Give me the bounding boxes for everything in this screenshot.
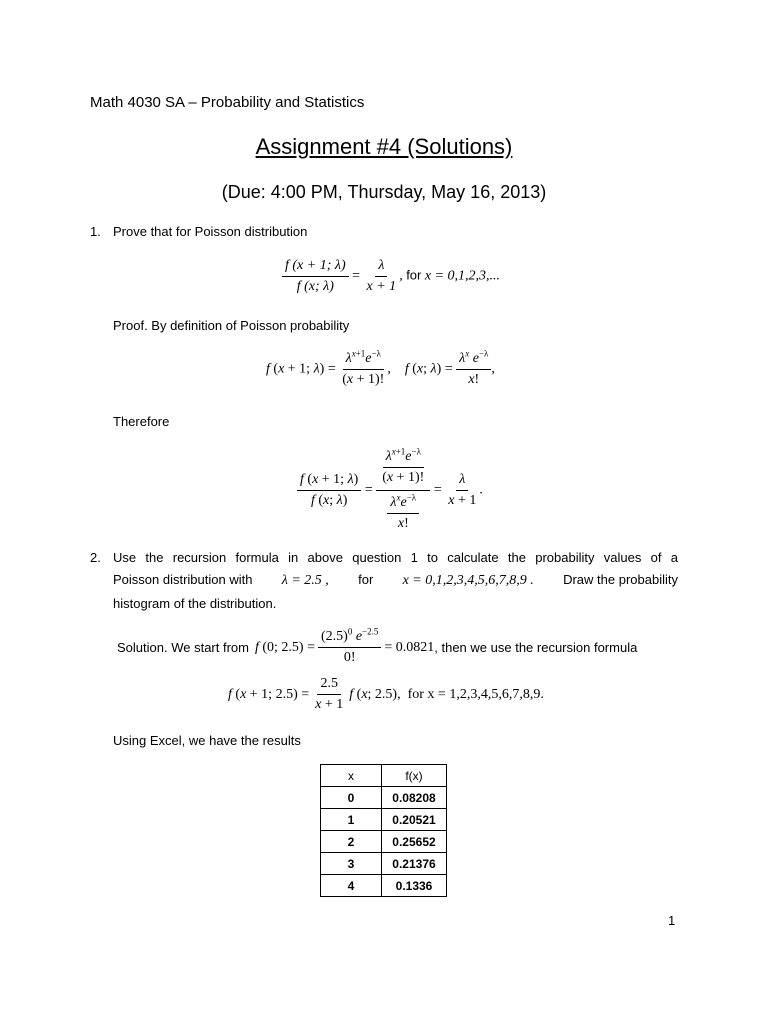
q1-for: for <box>406 267 422 283</box>
q2-solution-start: Solution. We start from <box>117 640 249 655</box>
recursion-formula: f (x + 1; 2.5) = $\frac{2.5}{x + 1}$ f (x; 2.5), for x = 1,2,3,4,5,6,7,8,9. <box>228 676 544 712</box>
table-row <box>321 875 447 897</box>
cell-fx: 0.08208 <box>382 787 447 809</box>
header-fx: f(x) <box>382 765 447 787</box>
cell-x: 0 <box>321 787 382 809</box>
cell-fx: 0.21376 <box>382 853 447 875</box>
table-header-row <box>321 765 447 787</box>
q2-prompt-line2 <box>113 572 678 589</box>
q1-rhs-num: λ <box>375 257 387 277</box>
cell-x: 3 <box>321 853 382 875</box>
cell-fx: 0.1336 <box>382 875 447 897</box>
q2-for: for <box>358 572 374 587</box>
q2-solution-value: = 0.0821 <box>384 639 435 655</box>
cell-x: 2 <box>321 831 382 853</box>
q2-lambda: λ = 2.5 , <box>281 573 329 588</box>
q1-lhs-num: f (x + 1; λ) <box>282 257 349 277</box>
q2-solution-line: Solution. We start from f (0; 2.5) = $\frac{(2.5)^0 e^{-2.5}}{0!}$ = 0.0821 , then we use the recursion formula <box>117 626 638 665</box>
poisson-definition-formula: f (x + 1; λ) = $\frac{\lambda^{x+1}e^{-\lambda}}{(x + 1)!}$ , f (x; λ) = $\frac{\lambda^x e^{-\lambda}}{x!}$ , <box>266 348 495 387</box>
q1-number: 1. <box>90 224 101 239</box>
q2-excel-intro: Using Excel, we have the results <box>113 733 301 748</box>
q2-draw: Draw the probability <box>563 572 678 587</box>
due-date: (Due: 4:00 PM, Thursday, May 16, 2013) <box>221 182 547 202</box>
ratio-derivation-formula: $\frac{f (x + 1; \lambda)}{f (x; \lambda)}$ = $\frac{\frac{\lambda^{x+1}e^{-\lambda}}{(x + 1)!}}{\frac{\lambda^xe^{-\lambda}}{x!}}$ = $\frac{\lambda}{x + 1}$ . <box>297 448 483 533</box>
table-row <box>321 809 447 831</box>
q1-prompt: Prove that for Poisson distribution <box>113 224 308 239</box>
q2-number: 2. <box>90 550 101 565</box>
q1-formula: $\frac{f (x + 1; \lambda)}{f (x; \lambda)}$ = $\frac{\lambda}{x + 1}$ , for x = 0,1,2,3,... <box>282 257 500 296</box>
q2-solution-then: , then we use the recursion formula <box>434 640 638 655</box>
q1-therefore: Therefore <box>113 414 170 429</box>
q1-rhs-den: x + 1 <box>366 279 397 294</box>
q1-lhs-den: f (x; λ) <box>296 279 334 294</box>
q1-proof-intro: Proof. By definition of Poisson probability <box>113 318 350 333</box>
cell-x: 1 <box>321 809 382 831</box>
results-table <box>320 764 447 897</box>
course-title: Math 4030 SA – Probability and Statistics <box>90 94 365 111</box>
q2-range: x = 0,1,2,3,4,5,6,7,8,9 . <box>402 573 534 588</box>
table-row <box>321 787 447 809</box>
table-row <box>321 831 447 853</box>
recursion-range: for x = 1,2,3,4,5,6,7,8,9. <box>407 686 544 702</box>
cell-fx: 0.20521 <box>382 809 447 831</box>
q1-range: x = 0,1,2,3,... <box>424 268 501 284</box>
cell-fx: 0.25652 <box>382 831 447 853</box>
header-x: x <box>321 765 382 787</box>
q2-prompt-text-a: Poisson distribution with <box>113 572 253 587</box>
assignment-title: Assignment #4 (Solutions) <box>255 134 513 159</box>
q2-prompt-line3: histogram of the distribution. <box>113 596 277 611</box>
table-row <box>321 853 447 875</box>
page-number: 1 <box>668 913 676 928</box>
q2-prompt-line1: Use the recursion formula in above question 1 to calculate the probability values of a <box>113 550 678 565</box>
cell-x: 4 <box>321 875 382 897</box>
